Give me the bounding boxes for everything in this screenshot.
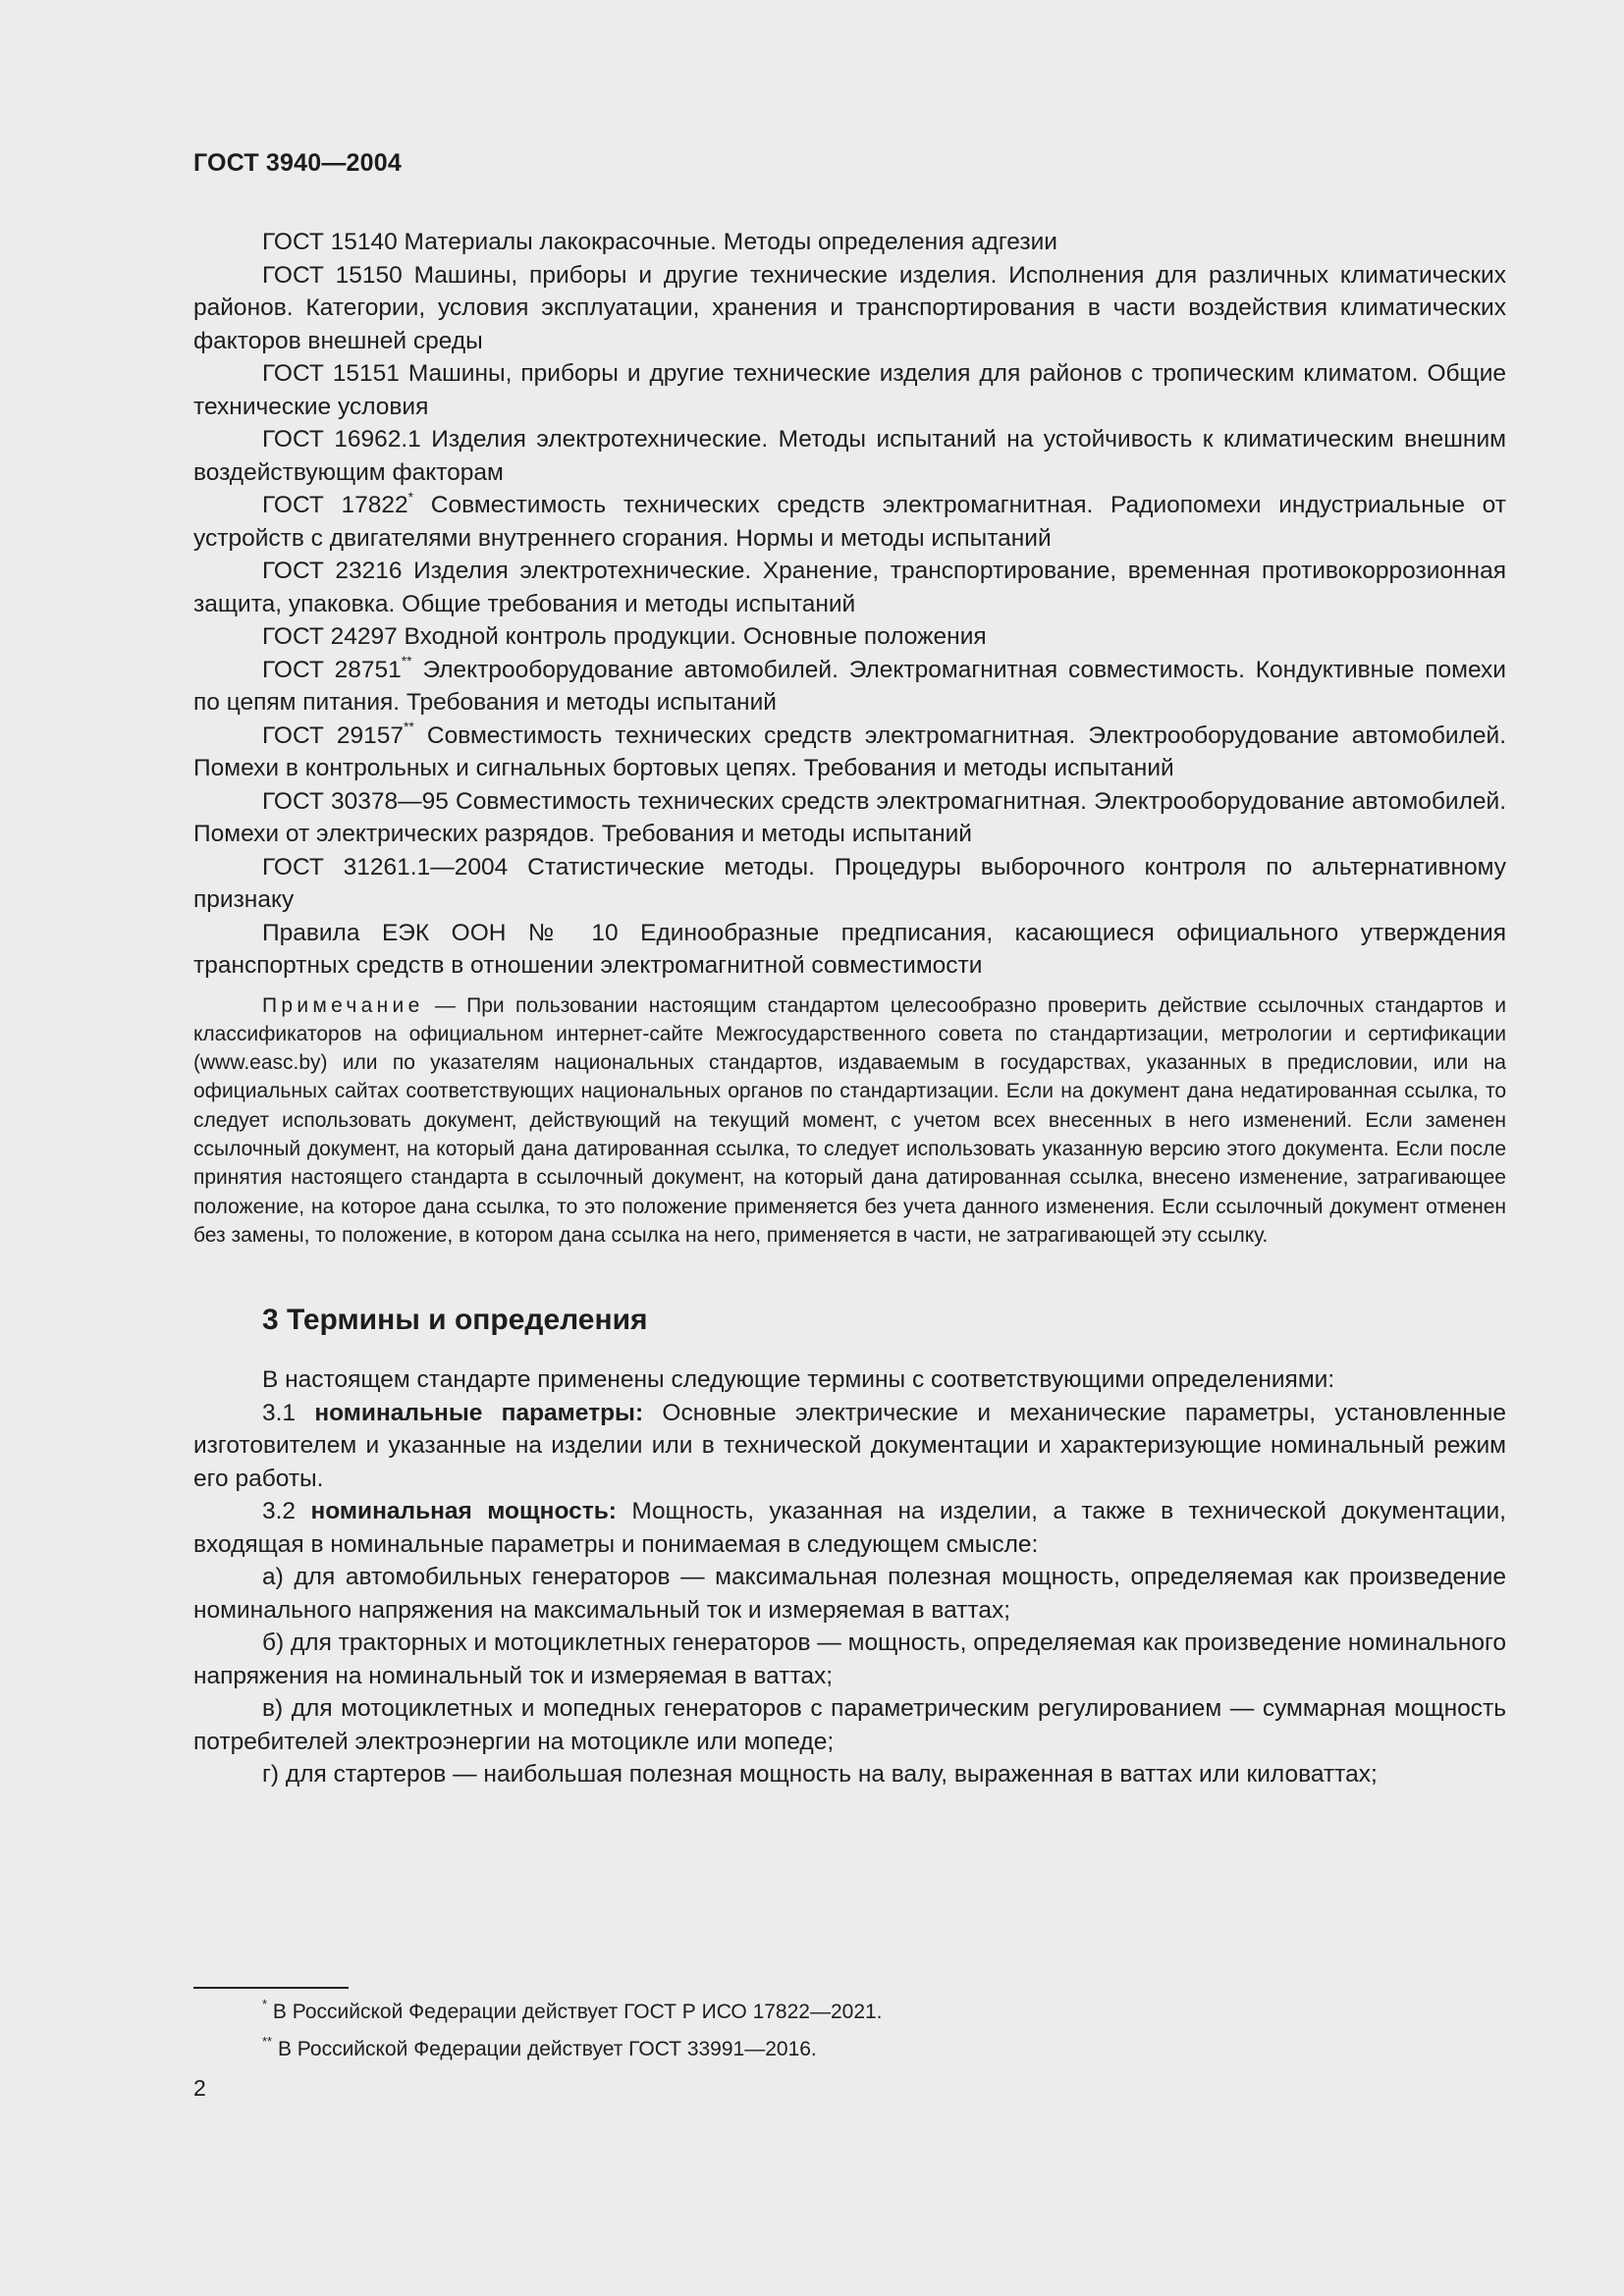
footnote-divider [193,1987,349,1989]
reference-code: ГОСТ 31261.1—2004 [262,853,509,881]
normative-references-list [193,226,1506,983]
reference-item [193,423,1506,489]
reference-item [193,555,1506,620]
reference-title: Изделия электротехнические. Методы испытаний на устойчивость к климатическим внешним воздействующим факторам [193,426,1506,486]
reference-title: Совместимость технических средств электромагнитная. Радиопомехи индустриальные от устройств с двигателями внутреннего сгорания. Нормы и методы испытаний [193,492,1506,552]
reference-code: ГОСТ 28751 [262,656,402,683]
term-name: номинальные параметры: [314,1399,644,1426]
reference-title: Электрооборудование автомобилей. Электромагнитная совместимость. Кондуктивные помехи по цепям питания. Требования и методы испытаний [193,656,1506,716]
reference-title: Материалы лакокрасочные. Методы определения адгезии [397,229,1057,255]
list-item: г) для стартеров — наибольшая полезная мощность на валу, выраженная в ваттах или киловаттах; [262,1761,1378,1789]
reference-code: ГОСТ 16962.1 [262,426,421,453]
note-text: — При пользовании настоящим стандартом целесообразно проверить действие ссылочных стандартов и классификаторов на официальном интернет-сайте Межгосударственного совета по стандартизации, метрологии и сертификации (www.easc.by) или по указателям национальных стандартов, издаваемым в государствах, указанных в предисловии, или на официальных сайтах соответствующих национальных органов по стандартизации. Если на документ дана недатированная ссылка, то следует использовать документ, действующий на текущий момент, с учетом всех внесенных в него изменений. Если заменен ссылочный документ, на который дана датированная ссылка, то следует использовать указанную версию этого документа. Если после принятия настоящего стандарта в ссылочный документ, на который дана датированная ссылка, внесено изменение, затрагивающее положение, на которое дана ссылка, то это положение применяется без учета данного изменения. Если ссылочный документ отменен без замены, то положение, в котором дана ссылка на него, применяется в части, не затрагивающей эту ссылку. [193,993,1506,1247]
footnote-text: В Российской Федерации действует ГОСТ 33991—2016. [272,2038,817,2060]
reference-item [193,259,1506,358]
reference-title: Входной контроль продукции. Основные положения [397,623,987,650]
reference-code: ГОСТ 15151 [262,360,400,387]
reference-item [193,720,1506,785]
page-number: 2 [193,2075,206,2101]
list-item: а) для автомобильных генераторов — максимальная полезная мощность, определяемая как произведение номинального напряжения на максимальный ток и измеряемая в ваттах; [193,1564,1506,1624]
reference-code: ГОСТ 17822 [262,492,408,518]
reference-item [193,654,1506,720]
page-content [193,226,1506,1791]
term-text: Основные электрические и механические параметры, установленные изготовителем и указанные на изделии или в технической документации и характеризующие номинальный режим его работы. [193,1399,1506,1492]
reference-code: ГОСТ 23216 [262,558,403,584]
footnote-marker: ** [403,719,414,735]
reference-code: ГОСТ 24297 [262,623,398,650]
reference-title: Машины, приборы и другие технические изделия для районов с тропическим климатом. Общие технические условия [193,360,1507,420]
footnote-marker: * [262,1997,268,2011]
reference-item [193,489,1506,555]
note-label: Примечание [262,993,424,1017]
note-paragraph [193,991,1506,1251]
reference-item [193,357,1506,423]
terms-section [193,1363,1506,1791]
reference-item [193,785,1506,851]
section-heading: 3 Термины и определения [262,1304,648,1337]
reference-code: Правила ЕЭК ООН № 10 [262,919,619,946]
reference-title: Единообразные предписания, касающиеся официального утверждения транспортных средств в отношении электромагнитной совместимости [193,919,1506,979]
reference-title: Совместимость технических средств электромагнитная. Электрооборудование автомобилей. Помехи от электрических разрядов. Требования и методы испытаний [193,787,1507,847]
section-intro: В настоящем стандарте применены следующие термины с соответствующими определениями: [262,1366,1335,1394]
reference-item [193,917,1506,983]
running-header: ГОСТ 3940—2004 [193,149,402,177]
list-item: б) для тракторных и мотоциклетных генераторов — мощность, определяемая как произведение номинального напряжения на номинальный ток и измеряемая в ваттах; [193,1629,1507,1689]
reference-title: Совместимость технических средств электромагнитная. Электрооборудование автомобилей. Помехи в контрольных и сигнальных бортовых цепях. Требования и методы испытаний [193,721,1506,781]
reference-item [193,851,1506,917]
footnote [262,1994,1440,2031]
reference-code: ГОСТ 29157 [262,721,404,749]
term-number: 3.1 [262,1399,315,1426]
term-text: Мощность, указанная на изделии, а также в технической документации, входящая в номинальные параметры и понимаемая в следующем смысле: [193,1498,1506,1558]
reference-title: Изделия электротехнические. Хранение, транспортирование, временная противокоррозионная защита, упаковка. Общие требования и методы испытаний [193,558,1506,617]
term-definition [193,1397,1506,1496]
footnote-text: В Российской Федерации действует ГОСТ Р ИСО 17822—2021. [267,2001,883,2023]
footnote-marker: ** [401,653,412,669]
reference-item [193,226,1506,259]
reference-item [193,620,1506,654]
footnotes [262,1994,1440,2068]
reference-code: ГОСТ 30378—95 [262,787,449,815]
reference-code: ГОСТ 15150 [262,261,403,289]
footnote [262,2031,1440,2068]
term-definition [193,1495,1506,1561]
term-name: номинальная мощность: [310,1498,617,1525]
footnote-marker: ** [262,2034,273,2049]
footnote-marker: * [407,488,414,505]
list-item: в) для мотоциклетных и мопедных генераторов с параметрическим регулированием — суммарная мощность потребителей электроэнергии на мотоцикле или мопеде; [193,1695,1506,1755]
reference-title: Машины, приборы и другие технические изделия. Исполнения для различных климатических районов. Категории, условия эксплуатации, хранения и транспортирования в части воздействия климатических факторов внешней среды [193,261,1506,354]
reference-code: ГОСТ 15140 [262,229,398,255]
reference-title: Статистические методы. Процедуры выборочного контроля по альтернативному признаку [193,853,1507,913]
term-number: 3.2 [262,1498,311,1525]
